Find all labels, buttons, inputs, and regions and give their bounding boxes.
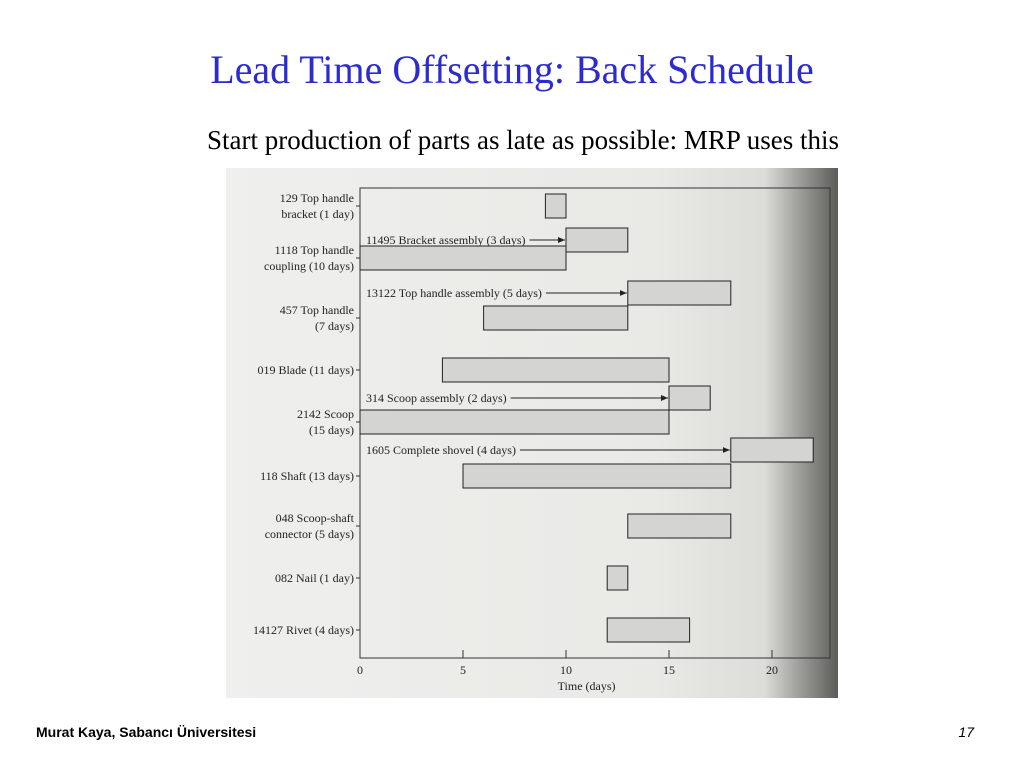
gantt-chart-figure	[226, 168, 838, 698]
row-label: 082 Nail (1 day)	[275, 571, 354, 585]
assembly-label: 314 Scoop assembly (2 days)	[366, 391, 507, 405]
x-tick-label: 20	[766, 663, 778, 677]
row-label: coupling (10 days)	[264, 259, 354, 273]
assembly-label: 1605 Complete shovel (4 days)	[366, 443, 516, 457]
assembly-label: 13122 Top handle assembly (5 days)	[366, 286, 542, 300]
gantt-bar	[442, 358, 669, 382]
gantt-bar	[360, 246, 566, 270]
gantt-bar	[360, 410, 669, 434]
gantt-bar	[607, 618, 689, 642]
row-label: 048 Scoop-shaft	[275, 511, 354, 525]
x-axis-label: Time (days)	[557, 679, 616, 693]
slide-title: Lead Time Offsetting: Back Schedule	[210, 47, 814, 92]
row-label: 129 Top handle	[279, 191, 354, 205]
assembly-bar	[669, 386, 710, 410]
gantt-bar	[463, 464, 731, 488]
row-label: (7 days)	[315, 319, 354, 333]
row-label: 1118 Top handle	[274, 243, 354, 257]
slide-subtitle: Start production of parts as late as possible: MRP uses this	[207, 125, 839, 155]
x-tick-label: 15	[663, 663, 675, 677]
x-tick-label: 5	[460, 663, 466, 677]
gantt-bar	[628, 514, 731, 538]
gantt-bar	[607, 566, 628, 590]
row-label: bracket (1 day)	[281, 207, 354, 221]
x-tick-label: 10	[560, 663, 572, 677]
row-label: connector (5 days)	[264, 527, 354, 541]
row-label: 14127 Rivet (4 days)	[253, 623, 354, 637]
assembly-bar	[566, 228, 628, 252]
gantt-bar	[545, 194, 566, 218]
x-tick-label: 0	[357, 663, 363, 677]
gantt-bar	[484, 306, 628, 330]
footer-author: Murat Kaya, Sabancı Üniversitesi	[36, 724, 257, 740]
row-label: 118 Shaft (13 days)	[260, 469, 354, 483]
assembly-label: 11495 Bracket assembly (3 days)	[366, 233, 526, 247]
row-label: (15 days)	[309, 423, 354, 437]
row-label: 457 Top handle	[279, 303, 354, 317]
row-label: 2142 Scoop	[297, 407, 354, 421]
assembly-bar	[628, 281, 731, 305]
page-number: 17	[958, 724, 974, 740]
row-label: 019 Blade (11 days)	[257, 363, 354, 377]
gantt-chart	[226, 168, 838, 698]
assembly-bar	[731, 438, 813, 462]
